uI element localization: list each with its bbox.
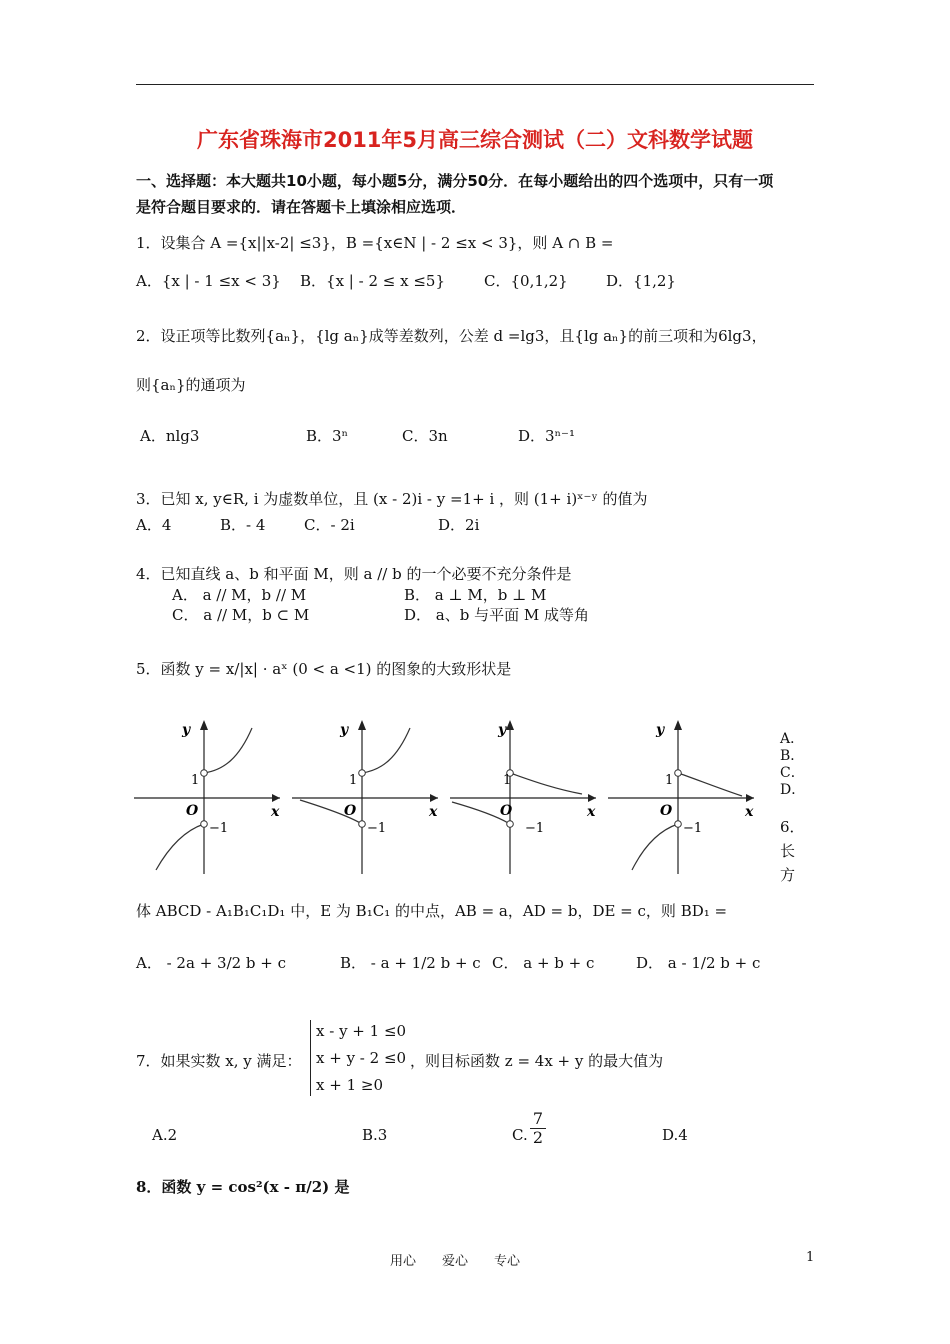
question-2-option-d: D．3ⁿ⁻¹: [518, 427, 575, 445]
question-7-option-a: A.2: [152, 1126, 178, 1144]
question-7-brace: [310, 1020, 311, 1096]
question-3-option-c: C．- 2i: [304, 516, 355, 534]
question-3-option-b: B．- 4: [220, 516, 266, 534]
page-number: 1: [806, 1250, 815, 1265]
question-3-option-a: A．4: [136, 516, 172, 534]
question-6-option-a: A． - 2a + 3/2 b + c: [136, 954, 287, 972]
graph-label-a: A．: [780, 731, 805, 747]
question-7-stem: 7．如果实数 x, y 满足：: [136, 1052, 302, 1070]
question-2-stem-cont: 则{aₙ}的通项为: [136, 376, 246, 394]
fraction-numerator: 7: [532, 1109, 544, 1128]
graph-a-origin: O: [186, 803, 199, 819]
fraction-denominator: 2: [530, 1128, 546, 1147]
question-1-stem: 1．设集合 A ={x||x-2| ≤3}，B ={x∈N | - 2 ≤x < 3}，则 A ∩ B =: [136, 234, 614, 252]
graph-d-neg-one: −1: [683, 821, 703, 836]
graph-c-x-label: x: [587, 804, 596, 820]
question-7-option-b: B.3: [362, 1126, 388, 1144]
header-rule: [136, 84, 814, 85]
question-7-option-d: D.4: [662, 1126, 688, 1144]
graph-b-neg-one: −1: [367, 821, 387, 836]
question-1-option-b: B．{x | - 2 ≤ x ≤5}: [300, 272, 445, 290]
graph-d-origin: O: [660, 803, 673, 819]
footer-slogan: 用心 爱心 专心: [390, 1254, 521, 1269]
graph-c-origin: O: [500, 803, 513, 819]
question-6-option-d: D． a - 1/2 b + c: [636, 954, 761, 972]
question-2-stem: 2．设正项等比数列{aₙ}，{lg aₙ}成等差数列，公差 d =lg3，且{lg aₙ}的前三项和为6lg3，: [136, 327, 767, 345]
graph-c: [450, 718, 600, 876]
graph-label-c: C．: [780, 765, 805, 781]
question-4-option-a: A． a // M，b // M: [172, 586, 307, 604]
graph-c-one: 1: [503, 773, 512, 788]
question-1-option-a: A．{x | - 1 ≤x < 3}: [136, 272, 281, 290]
graph-label-b: B．: [780, 748, 805, 764]
graph-c-neg-one: −1: [525, 821, 545, 836]
graph-a-neg-one: −1: [209, 821, 229, 836]
graph-b: [292, 718, 442, 876]
question-2-option-a: A．nlg3: [140, 427, 200, 445]
graph-b-y-label: y: [340, 722, 349, 738]
section-heading-line1: 一、选择题：本大题共10小题，每小题5分，满分50分．在每小题给出的四个选项中，只有一项: [136, 172, 774, 190]
question-3-stem: 3．已知 x, y∈R, i 为虚数单位，且 (x - 2)i - y =1+ i ，则 (1+ i)ˣ⁻ʸ 的值为: [136, 490, 648, 508]
question-7-condition-2: x + y - 2 ≤0: [316, 1049, 407, 1067]
graph-d-one: 1: [665, 773, 674, 788]
question-6-lead: 6．长方: [780, 818, 805, 884]
graph-b-origin: O: [344, 803, 357, 819]
graph-c-y-label: y: [498, 722, 507, 738]
section-heading-line2: 是符合题目要求的．请在答题卡上填涂相应选项．: [136, 198, 467, 216]
graph-a-y-label: y: [182, 722, 191, 738]
graph-d-x-label: x: [745, 804, 754, 820]
question-3-option-d: D．2i: [438, 516, 480, 534]
question-6-option-c: C． a + b + c: [492, 954, 595, 972]
question-4-stem: 4．已知直线 a、b 和平面 M，则 a // b 的一个必要不充分条件是: [136, 565, 572, 583]
question-1-option-c: C．{0,1,2}: [484, 272, 568, 290]
question-7-condition-1: x - y + 1 ≤0: [316, 1022, 407, 1040]
graph-d: [608, 718, 758, 876]
question-7-condition-3: x + 1 ≥0: [316, 1076, 383, 1094]
page-title: 广东省珠海市2011年5月高三综合测试（二）文科数学试题: [196, 128, 754, 152]
question-4-option-d: D． a、b 与平面 M 成等角: [404, 606, 590, 624]
question-6-option-b: B． - a + 1/2 b + c: [340, 954, 481, 972]
question-7-tail: ，则目标函数 z = 4x + y 的最大值为: [410, 1052, 664, 1070]
question-1-option-d: D．{1,2}: [606, 272, 676, 290]
question-2-option-b: B．3ⁿ: [306, 427, 349, 445]
question-4-option-b: B． a ⊥ M，b ⊥ M: [404, 586, 547, 604]
question-7-option-c: C.: [512, 1126, 528, 1144]
question-8-stem: 8．函数 y = cos²(x - π/2) 是: [136, 1178, 350, 1196]
question-2-option-c: C．3n: [402, 427, 448, 445]
question-4-option-c: C． a // M，b ⊂ M: [172, 606, 310, 624]
question-6-stem: 体 ABCD - A₁B₁C₁D₁ 中，E 为 B₁C₁ 的中点，AB = a，AD = b，DE = c，则 BD₁ =: [136, 902, 728, 920]
question-5-stem: 5．函数 y = x/|x| · aˣ (0 < a <1) 的图象的大致形状是: [136, 660, 512, 678]
question-7-option-c-fraction: [530, 1110, 546, 1147]
graph-a-x-label: x: [271, 804, 280, 820]
graph-a-one: 1: [191, 773, 200, 788]
graph-b-one: 1: [349, 773, 358, 788]
graph-d-y-label: y: [656, 722, 665, 738]
graph-label-d: D．: [780, 782, 806, 798]
graph-a: [134, 718, 284, 876]
graph-b-x-label: x: [429, 804, 438, 820]
